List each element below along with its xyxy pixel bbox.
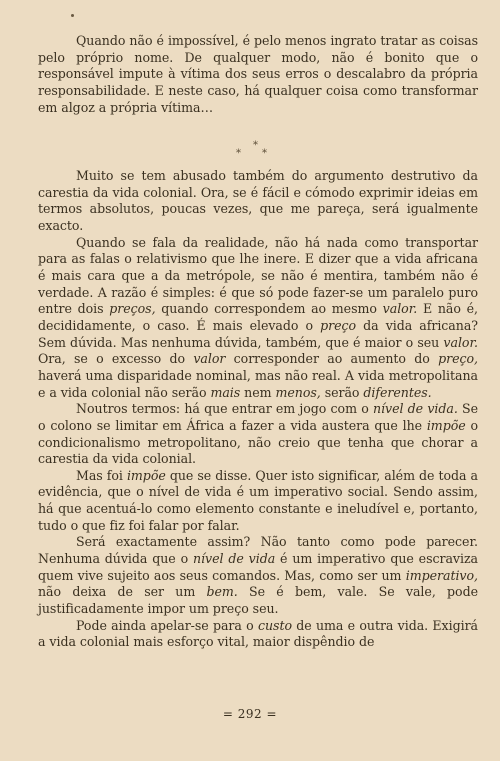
text-run: corresponder ao aumento do <box>225 351 439 367</box>
emphasized-text: preços, <box>109 301 156 317</box>
paragraph-7 <box>38 618 478 651</box>
text-run: Se o colono se limitar em África a fazer a vida austera que lhe <box>38 401 478 433</box>
emphasized-text: diferentes. <box>363 384 432 400</box>
text-run: não deixa de ser um <box>38 584 207 600</box>
text-run: haverá uma disparidade nominal, mas não real. A vida metropolitana e a vida colonial não serão <box>38 367 478 400</box>
paper-speck <box>71 14 74 17</box>
text-run: Muito se tem abusado também do argumento destrutivo da carestia da vida colonial. Ora, se é fácil e cómodo exprimir ideias em termos absolutos, poucas vezes, que me pareça, será igualmente exacto. <box>38 168 478 233</box>
section-separator <box>0 138 500 158</box>
emphasized-text: nível de vida. <box>372 401 458 417</box>
emphasized-text: imperativo, <box>405 567 478 583</box>
text-run: Quando se fala da realidade, não há nada como transportar para as falas o relativismo que lhe inere. E dizer que a vida africana é mais cara que a da metrópole, se não é mentira, também não é verdade. A razão é simples: é que só pode fazer-se um paralelo puro entre dois <box>38 234 478 317</box>
separator-star: * <box>262 148 267 159</box>
emphasized-text: custo <box>257 617 292 633</box>
emphasized-text: mais <box>210 384 241 400</box>
paragraph-2 <box>38 168 478 235</box>
emphasized-text: nível de vida <box>193 551 276 567</box>
text-run: que se disse. Quer isto significar, além de toda a evidência, que o nível de vida é um imperativo social. Sendo assim, há que acentuá-lo como elemento constante e ineludível e, portanto, tudo o que fiz foi falar por falar. <box>38 467 478 533</box>
text-run: Se é bem, vale. Se vale, pode justificadamente impor um preço seu. <box>38 584 479 617</box>
main-text <box>38 168 478 651</box>
text-run: Quando não é impossível, é pelo menos ingrato tratar as coisas pelo próprio nome. De qualquer modo, não é bonito que o responsável impute à vítima dos seus erros o descalabro da própria responsabilidade. E neste caso, há qualquer coisa como transformar em algoz a própria vítima… <box>38 33 478 115</box>
paragraph-1-text <box>38 33 478 116</box>
paragraph-1 <box>38 33 478 116</box>
emphasized-text: valor <box>193 351 226 367</box>
page-number: = 292 = <box>222 707 278 721</box>
emphasized-text: preço <box>320 317 357 333</box>
paragraph-3 <box>38 235 478 402</box>
text-run: de uma e outra vida. Exigirá a vida colonial mais esforço vital, maior dispêndio de <box>38 617 478 650</box>
emphasized-text: valor. <box>443 334 478 350</box>
emphasized-text: impõe <box>126 467 166 483</box>
text-run: Será exactamente assim? Não tanto como pode parecer. Nenhuma dúvida que o <box>38 534 478 567</box>
paragraph-6 <box>38 534 478 617</box>
text-run: da vida africana? Sem dúvida. Mas nenhuma dúvida, também, que é maior o seu <box>38 317 478 350</box>
separator-star: * <box>236 148 241 159</box>
text-run: quando correspondem ao mesmo <box>155 301 383 317</box>
text-run: nem <box>240 384 276 400</box>
text-run: o condicionalismo metropolitano, não creio que tenha que chorar a carestia da vida colonial. <box>38 417 478 467</box>
text-run: Noutros termos: há que entrar em jogo com o <box>76 401 373 417</box>
text-run: é um imperativo que escraviza quem vive sujeito aos seus comandos. Mas, como ser um <box>38 551 479 583</box>
separator-star: * <box>253 140 258 151</box>
emphasized-text: valor. <box>382 301 418 317</box>
paragraph-5 <box>38 468 478 535</box>
text-run: serão <box>320 384 364 400</box>
text-run: Mas foi <box>76 467 127 483</box>
text-run: E não é, decididamente, o caso. É mais elevado o <box>38 301 478 333</box>
emphasized-text: impõe <box>426 417 466 433</box>
emphasized-text: menos, <box>275 384 321 400</box>
emphasized-text: bem. <box>206 584 238 600</box>
text-run: Pode ainda apelar-se para o <box>76 617 258 633</box>
paragraph-4 <box>38 401 478 468</box>
text-run: Ora, se o excesso do <box>38 351 194 367</box>
emphasized-text: preço, <box>438 351 478 367</box>
